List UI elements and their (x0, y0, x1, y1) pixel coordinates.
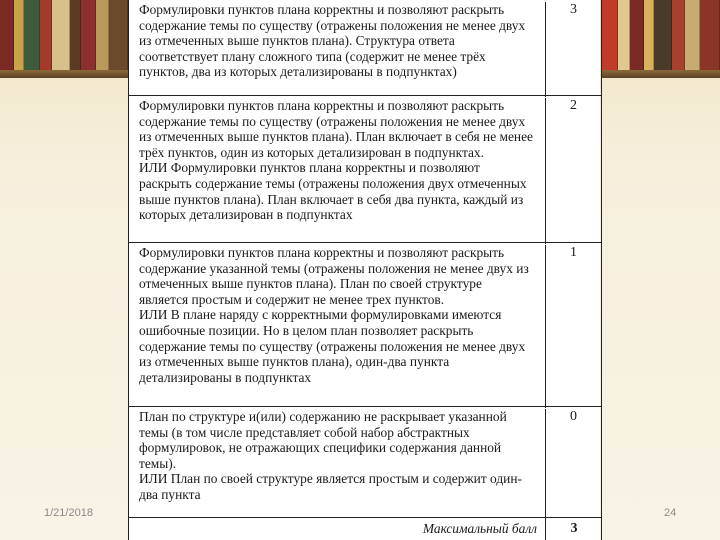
criterion-text: Формулировки пунктов плана корректны и позволяют раскрыть содержание темы по существу (отражены положения не менее двух из отмеченных выше пунктов плана). План включает в себя не менее трёх пунктов, один из которых детализирован в подпунктах. ИЛИ Формулировки пунктов плана корректны и позволяют раскрыть содержание темы (отражены положения двух отмеченных выше пунктов плана). План включает в себя два пункта, каждый из которых детализирован в подпунктах (139, 98, 533, 223)
criteria-table (128, 0, 602, 518)
criterion-score: 1 (545, 245, 601, 408)
document-page (128, 0, 600, 540)
table-row (129, 0, 601, 96)
table-row (129, 243, 601, 407)
criterion-score: 2 (545, 98, 601, 244)
shelf-ledge-right (602, 70, 720, 78)
total-score: 3 (545, 518, 602, 540)
criterion-score: 3 (545, 2, 601, 97)
books-right (602, 0, 720, 70)
slide-page-number: 24 (664, 507, 677, 519)
table-row (129, 407, 601, 518)
criterion-text: Формулировки пунктов плана корректны и позволяют раскрыть содержание указанной темы (отражены положения не менее двух из отмеченных выше пунктов плана). План по своей структуре является простым и содержит не менее трех пунктов. ИЛИ В плане наряду с корректными формулировками имеются ошибочные позиции. Но в целом план позволяет раскрыть содержание темы по существу (отражены положения не менее двух из отмеченных выше пунктов плана), один-два пункта детализированы в подпунктах (139, 245, 529, 385)
criterion-text: Формулировки пунктов плана корректны и позволяют раскрыть содержание темы по существу (отражены положения не менее двух из отмеченных выше пунктов плана). Структура ответа соответствует плану сложного типа (содержит не менее трёх пунктов, два из которых детализированы в подпунктах) (139, 2, 526, 80)
criterion-text: План по структуре и(или) содержанию не раскрывает указанной темы (в том числе представляет собой набор абстрактных формулировок, не отражающих специфики содержания данной темы). ИЛИ План по своей структуре является простым и содержит один- два пункта (139, 409, 522, 502)
criterion-score: 0 (545, 409, 601, 519)
table-row (129, 96, 601, 243)
total-label: Максимальный балл (422, 521, 537, 536)
total-row (128, 518, 602, 540)
books-left (0, 0, 128, 70)
shelf-ledge-left (0, 70, 128, 78)
slide-date: 1/21/2018 (44, 507, 93, 519)
